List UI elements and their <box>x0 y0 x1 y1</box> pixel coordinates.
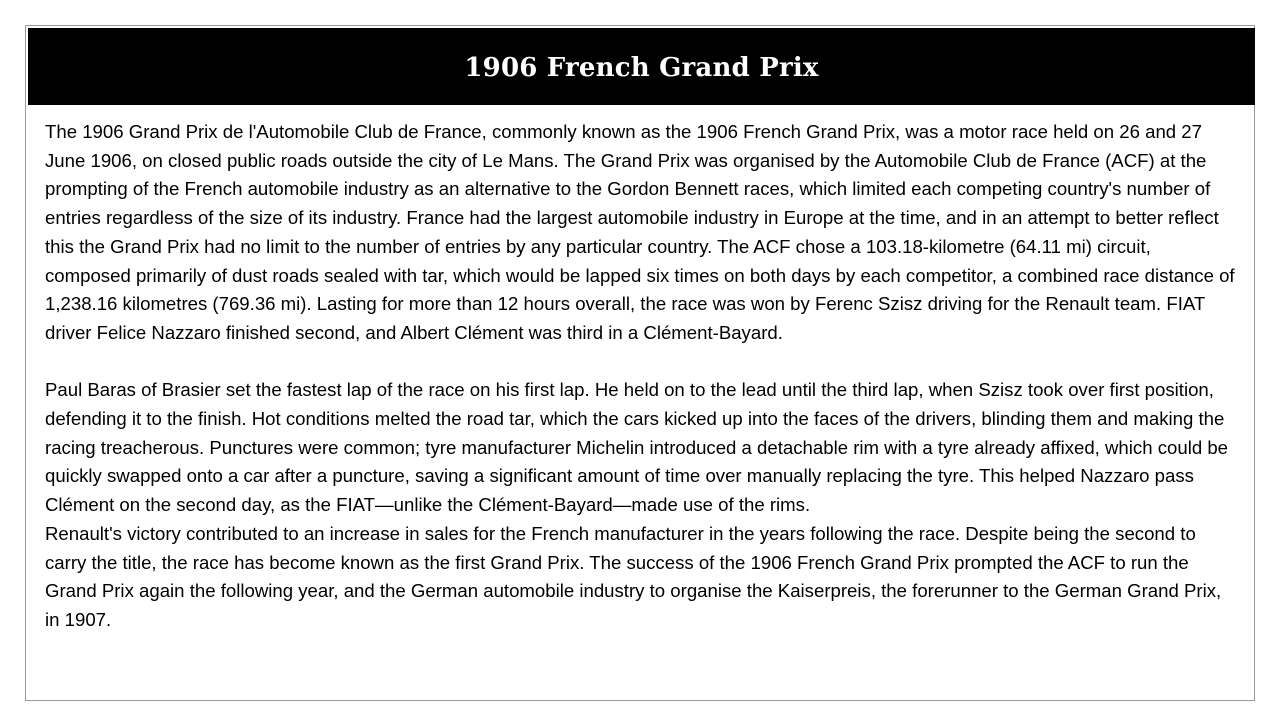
page-title: 1906 French Grand Prix <box>464 52 819 83</box>
title-bar <box>28 28 1255 105</box>
body-text <box>45 118 1240 635</box>
paragraph-aftermath: Renault's victory contributed to an increase in sales for the French manufacturer in the years following the race. Despite being the second to carry the title, the race has become known as the first Grand Prix. The success of the 1906 French Grand Prix prompted the ACF to run the Grand Prix again the following year, and the German automobile industry to organise the Kaiserpreis, the forerunner to the German Grand Prix, in 1907. <box>45 522 1222 630</box>
paragraph-race: Paul Baras of Brasier set the fastest lap of the race on his first lap. He held on to the lead until the third lap, when Szisz took over first position, defending it to the finish. Hot conditions melted the road tar, which the cars kicked up into the faces of the drivers, blinding them and making the racing treacherous. Punctures were common; tyre manufacturer Michelin introduced a detachable rim with a tyre already affixed, which could be quickly swapped onto a car after a puncture, saving a significant amount of time over manually replacing the tyre. This helped Nazzaro pass Clément on the second day, as the FIAT—unlike the Clément-Bayard—made use of the rims. <box>45 379 1229 516</box>
slide <box>25 25 1255 701</box>
paragraph-gap <box>45 348 1240 377</box>
paragraph-intro: The 1906 Grand Prix de l'Automobile Club de France, commonly known as the 1906 French Grand Prix, was a motor race held on 26 and 27 June 1906, on closed public roads outside the city of Le Mans. The Grand Prix was organised by the Automobile Club de France (ACF) at the prompting of the French automobile industry as an alternative to the Gordon Bennett races, which limited each competing country's number of entries regardless of the size of its industry. France had the largest automobile industry in Europe at the time, and in an attempt to better reflect this the Grand Prix had no limit to the number of entries by any particular country. The ACF chose a 103.18-kilometre (64.11 mi) circuit, composed primarily of dust roads sealed with tar, which would be lapped six times on both days by each competitor, a combined race distance of 1,238.16 kilometres (769.36 mi). Lasting for more than 12 hours overall, the race was won by Ferenc Szisz driving for the Renault team. FIAT driver Felice Nazzaro finished second, and Albert Clément was third in a Clément-Bayard. <box>45 121 1235 343</box>
